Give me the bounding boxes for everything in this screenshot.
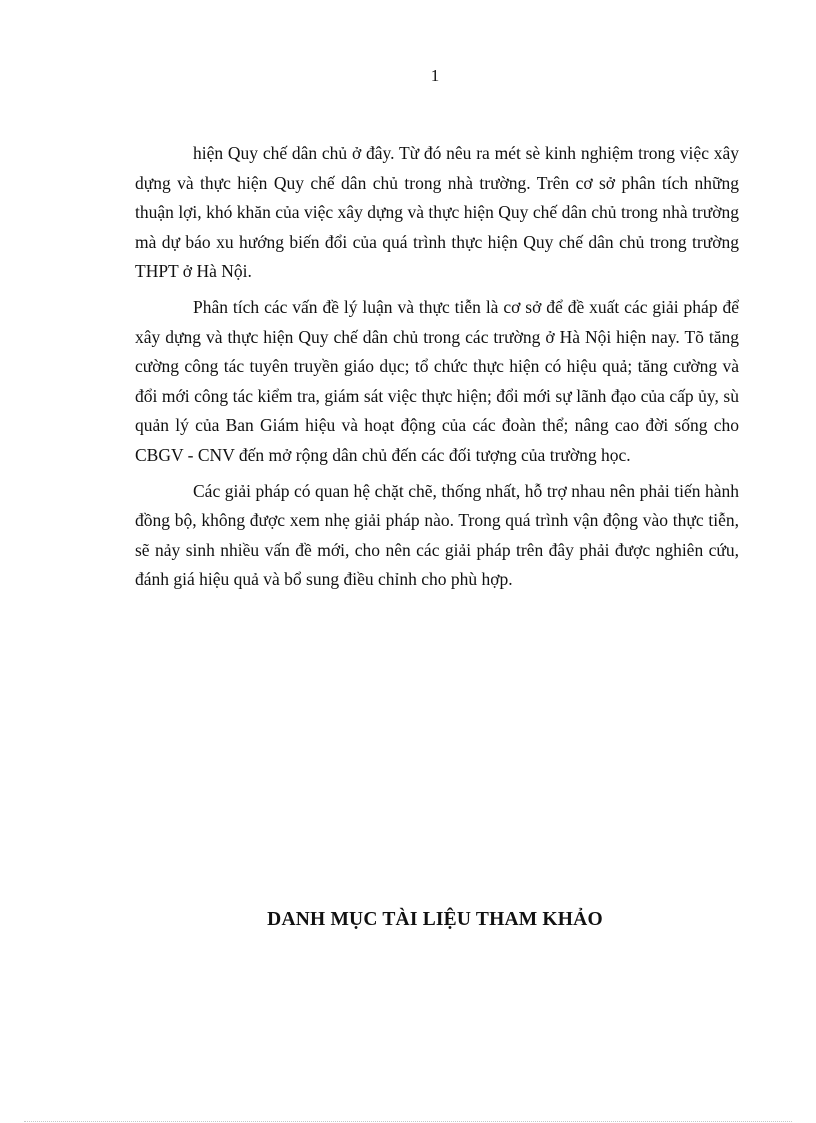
paragraph-continuation: hiện Quy chế dân chủ ở đây. Từ đó nêu ra mét sè kinh nghiệm trong việc xây dựng và thực hiện Quy chế dân chủ trong nhà trường. Trên cơ sở phân tích những thuận lợi, khó khăn của việc xây dựng và thực hiện Quy chế dân chủ trong nhà trường mà dự báo xu hướng biến đổi của quá trình thực hiện Quy chế dân chủ trong trường THPT ở Hà Nội. <box>135 143 739 282</box>
references-heading: DANH MỤC TÀI LIỆU THAM KHẢO <box>267 909 603 930</box>
page-number: 1 <box>430 66 440 85</box>
page-bottom-divider <box>24 1121 792 1122</box>
body-text <box>135 139 739 595</box>
paragraph-analysis: Phân tích các vấn đề lý luận và thực tiễn là cơ sở để đề xuất các giải pháp để xây dựng và thực hiện Quy chế dân chủ trong các trường ở Hà Nội hiện nay. Tõ tăng cường công tác tuyên truyền giáo dục; tổ chức thực hiện có hiệu quả; tăng cường và đổi mới công tác kiểm tra, giám sát việc thực hiện; đổi mới sự lãnh đạo của cấp ủy, sù quản lý của Ban Giám hiệu và hoạt động của các đoàn thể; nâng cao đời sống cho CBGV - CNV đến mở rộng dân chủ đến các đối tượng của trường học. <box>135 296 739 465</box>
paragraph-solutions: Các giải pháp có quan hệ chặt chẽ, thống nhất, hỗ trợ nhau nên phải tiến hành đồng bộ, không được xem nhẹ giải pháp nào. Trong quá trình vận động vào thực tiễn, sẽ nảy sinh nhiều vấn đề mới, cho nên các giải pháp trên đây phải được nghiên cứu, đánh giá hiệu quả và bổ sung điều chỉnh cho phù hợp. <box>135 480 739 590</box>
